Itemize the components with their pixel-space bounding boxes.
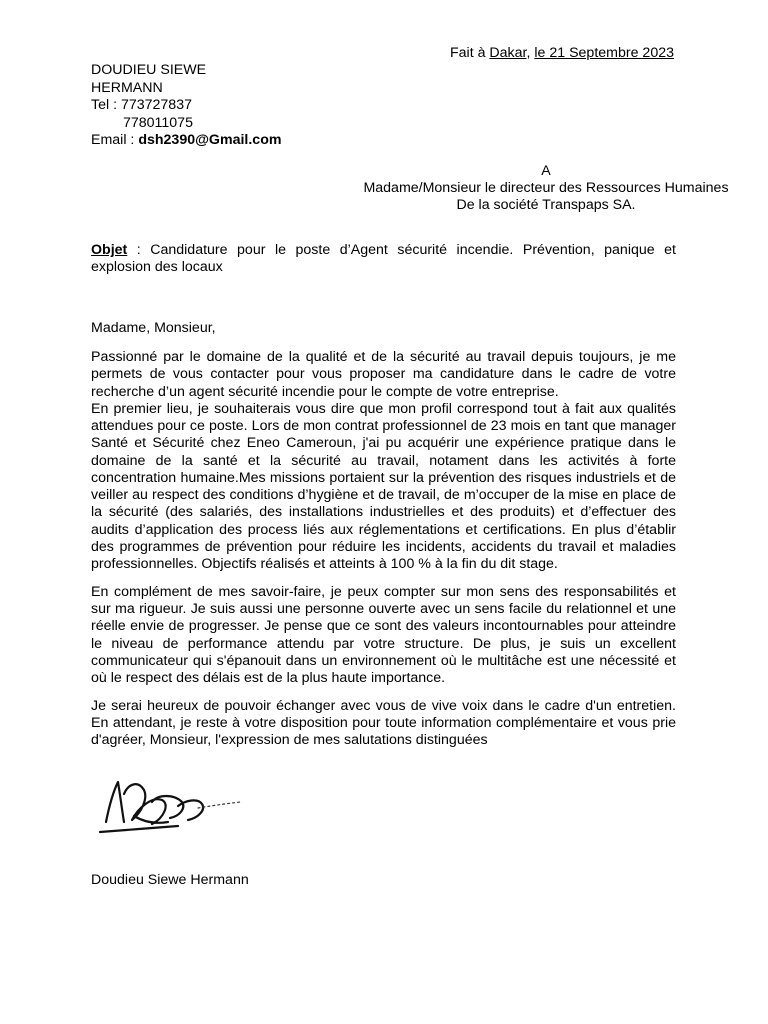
subject-text: : Candidature pour le poste d’Agent sécurité incendie. Prévention, panique et explosion des locaux	[91, 242, 676, 276]
handwritten-signature-icon	[94, 772, 254, 840]
subject-label: Objet	[91, 242, 128, 258]
letter-body	[91, 349, 676, 760]
paragraph-2: En premier lieu, je souhaiterais vous dire que mon profil correspond tout à fait aux qualités attendues pour ce poste. Lors de mon contrat professionnel de 23 mois en tant que manager Santé et Sécurité chez Eneo Cameroun, j'ai pu acquérir une expérience pratique dans le domaine de la santé et la sécurité au travail, notament dans les activités à forte concentration humaine.Mes missions portaient sur la prévention des risques industriels et de veiller au respect des conditions d’hygiène et de travail, de m’occuper de la mise en place de la sécurité (des salariés, des installations industrielles et des produits) et d’effectuer des audits d’application des process liés aux réglementations et certifications. En plus d’établir des programmes de prévention pour réduire les incidents, accidents du travail et maladies professionnelles. Objectifs réalisés et atteints à 100 % à la fin du dit stage.	[91, 400, 676, 572]
phone-2: 778011075	[123, 114, 193, 131]
place-comma: ,	[526, 45, 535, 61]
tel-label: Tel :	[91, 97, 121, 114]
paragraph-4: Je serai heureux de pouvoir échanger avec vous de vive voix dans le cadre d'un entretien. En attendant, je reste à votre disposition pour toute information complémentaire et vous prie d'agréer, Monsieur, l'expression de mes salutations distinguées	[91, 697, 676, 749]
recipient-a: A	[541, 163, 551, 179]
recipient-line2: De la société Transpaps SA.	[456, 197, 636, 213]
sender-block	[91, 62, 281, 150]
phone-1: 773727837	[120, 97, 192, 114]
place-prefix: Fait à	[449, 45, 490, 61]
place-name: Dakar	[489, 45, 527, 61]
subject-line	[91, 242, 676, 276]
recipient-block	[330, 163, 762, 214]
sender-name-line2: HERMANN	[91, 79, 163, 96]
email-label: Email :	[91, 132, 139, 149]
greeting: Madame, Monsieur,	[91, 320, 216, 336]
paragraph-1: Passionné par le domaine de la qualité et de la sécurité au travail depuis toujours, je me permets de vous contacter pour vous proposer ma candidature dans le cadre de votre recherche d’un agent sécurité incendie pour le compte de votre entreprise.	[91, 349, 676, 400]
signer-name: Doudieu Siewe Hermann	[91, 872, 249, 888]
sender-email-line	[91, 132, 281, 150]
place-date-line	[450, 45, 674, 62]
recipient-line1: Madame/Monsieur le directeur des Ressources Humaines	[363, 180, 729, 196]
email-address: dsh2390@Gmail.com	[138, 132, 282, 149]
letter-date: le 21 Septembre 2023	[534, 45, 674, 61]
sender-phone-line	[91, 97, 281, 115]
sender-name-line1: DOUDIEU SIEWE	[91, 62, 207, 78]
paragraph-3: En complément de mes savoir-faire, je peux compter sur mon sens des responsabilités et sur ma rigueur. Je suis aussi une personne ouverte avec un sens facile du relationnel et une réelle envie de progresser. Je pense que ce sont des valeurs incontournables pour atteindre le niveau de performance attendu par votre structure. De plus, je suis un excellent communicateur qui s'épanouit dans un environnement où le multitâche est une nécessité et où le respect des délais est de la plus haute importance.	[91, 583, 676, 687]
